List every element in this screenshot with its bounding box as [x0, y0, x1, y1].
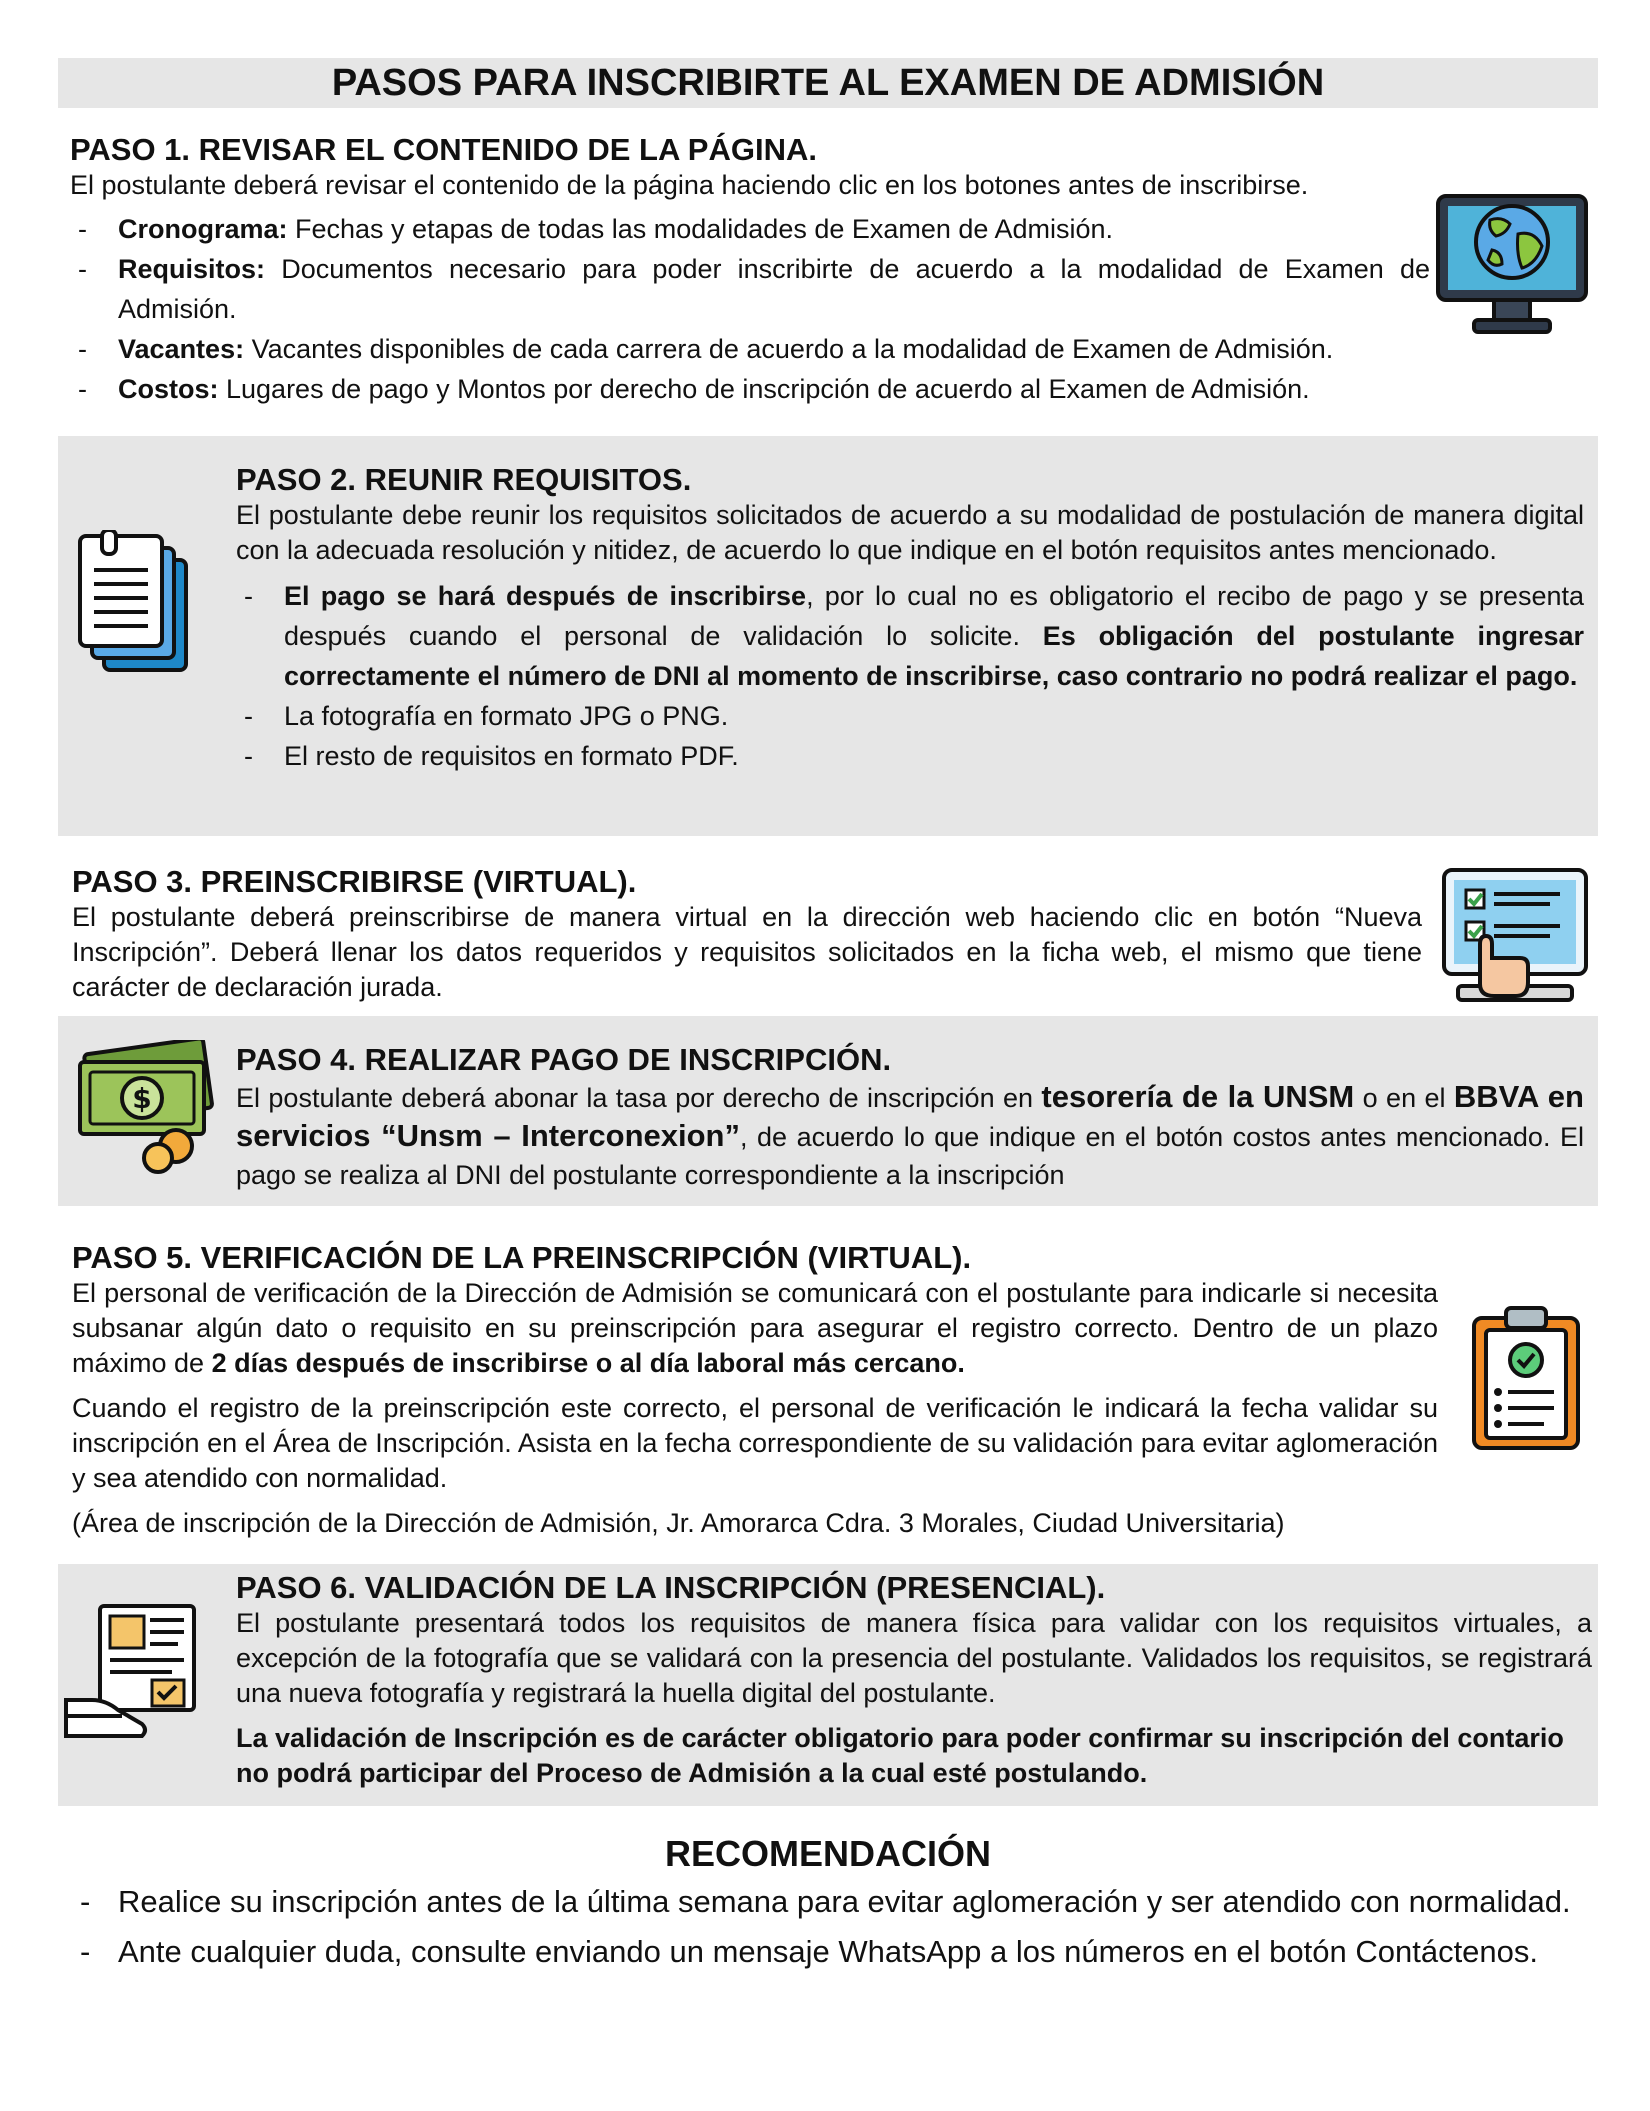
list-item: - Vacantes: Vacantes disponibles de cada carrera de acuerdo a la modalidad de Examen de Admisión.	[70, 329, 1430, 369]
paso-1-intro: El postulante deberá revisar el contenido de la página haciendo clic en los botones antes de inscribirse.	[70, 170, 1309, 200]
paso-6-title: PASO 6. VALIDACIÓN DE LA INSCRIPCIÓN (PRESENCIAL).	[236, 1570, 1106, 1605]
paso-2-list	[236, 576, 1584, 776]
clipboard-check-icon	[1468, 1304, 1584, 1452]
paso-6-section	[236, 1570, 1592, 1791]
paso-2-title: PASO 2. REUNIR REQUISITOS.	[236, 462, 692, 497]
paso-3-section	[72, 864, 1422, 1005]
paso-2-section	[236, 462, 1584, 776]
list-item: - Realice su inscripción antes de la última semana para evitar aglomeración y ser atendido con normalidad.	[58, 1880, 1588, 1924]
list-item: - Ante cualquier duda, consulte enviando un mensaje WhatsApp a los números en el botón Contáctenos.	[58, 1930, 1588, 1974]
paso-6-paragraph-1: El postulante presentará todos los requisitos de manera física para validar con los requisitos virtuales, a excepción de la fotografía que se validará con la presencia del postulante. Validados los requisitos, se registrará una nueva fotografía y registrará la huella digital del postulante.	[236, 1608, 1592, 1708]
paso-1-title: PASO 1. REVISAR EL CONTENIDO DE LA PÁGINA.	[70, 132, 817, 167]
recommendation-list	[58, 1880, 1588, 1980]
paso-4-text: El postulante deberá abonar la tasa por derecho de inscripción en tesorería de la UNSM o en el BBVA en servicios “Unsm – Interconexion”, de acuerdo lo que indique en el botón costos antes mencionado. El pago se realiza al DNI del postulante correspondiente a la inscripción	[236, 1079, 1584, 1190]
list-item: - Costos: Lugares de pago y Montos por derecho de inscripción de acuerdo al Examen de Admisión.	[70, 369, 1430, 409]
paso-1-section	[70, 132, 1430, 409]
paso-5-paragraph-3: (Área de inscripción de la Dirección de Admisión, Jr. Amorarca Cdra. 3 Morales, Ciudad Universitaria)	[72, 1508, 1285, 1538]
paso-6-paragraph-2: La validación de Inscripción es de carácter obligatorio para poder confirmar su inscripción del contario no podrá participar del Proceso de Admisión a la cual esté postulando.	[236, 1723, 1564, 1788]
list-item: - El pago se hará después de inscribirse, por lo cual no es obligatorio el recibo de pago y se presenta después cuando el personal de validación lo solicite. Es obligación del postulante ingresar correctamente el número de DNI al momento de inscribirse, caso contrario no podrá realizar el pago.	[236, 576, 1584, 696]
paso-5-paragraph-1: El personal de verificación de la Dirección de Admisión se comunicará con el postulante para indicarle si necesita subsanar algún dato o requisito en su preinscripción para asegurar el registro correcto. Dentro de un plazo máximo de 2 días después de inscribirse o al día laboral más cercano.	[72, 1278, 1438, 1378]
list-item: - Cronograma: Fechas y etapas de todas las modalidades de Examen de Admisión.	[70, 209, 1430, 249]
online-form-click-icon	[1440, 866, 1590, 1012]
svg-text:$: $	[132, 1082, 152, 1115]
paso-5-section	[72, 1240, 1438, 1541]
paso-1-list	[70, 209, 1430, 409]
paso-4-title: PASO 4. REALIZAR PAGO DE INSCRIPCIÓN.	[236, 1042, 892, 1077]
paso-4-section	[236, 1042, 1584, 1194]
hand-document-icon	[62, 1596, 212, 1746]
list-item: - El resto de requisitos en formato PDF.	[236, 736, 1584, 776]
list-item: - Requisitos: Documentos necesario para poder inscribirte de acuerdo a la modalidad de Examen de Admisión.	[70, 249, 1430, 329]
paso-5-paragraph-2: Cuando el registro de la preinscripción este correcto, el personal de verificación le indicará la fecha validar su inscripción en el Área de Inscripción. Asista en la fecha correspondiente de su validación para evitar aglomeración y sea atendido con normalidad.	[72, 1393, 1438, 1493]
paso-5-title: PASO 5. VERIFICACIÓN DE LA PREINSCRIPCIÓN (VIRTUAL).	[72, 1240, 972, 1275]
paso-3-text: El postulante deberá preinscribirse de manera virtual en la dirección web haciendo clic en botón “Nueva Inscripción”. Deberá llenar los datos requeridos y requisitos solicitados en la ficha web, el mismo que tiene carácter de declaración jurada.	[72, 902, 1422, 1002]
page-title: PASOS PARA INSCRIBIRTE AL EXAMEN DE ADMISIÓN	[331, 62, 1325, 104]
monitor-globe-icon	[1432, 190, 1592, 340]
paso-2-intro: El postulante debe reunir los requisitos solicitados de acuerdo a su modalidad de postulación de manera digital con la adecuada resolución y nitidez, de acuerdo lo que indique en el botón requisitos antes mencionado.	[236, 500, 1584, 565]
paso-3-title: PASO 3. PREINSCRIBIRSE (VIRTUAL).	[72, 864, 637, 899]
documents-stack-icon	[74, 530, 194, 680]
header-banner	[58, 58, 1598, 108]
recommendation-title: RECOMENDACIÓN	[664, 1833, 991, 1874]
money-bills-icon	[68, 1040, 218, 1174]
list-item: - La fotografía en formato JPG o PNG.	[236, 696, 1584, 736]
